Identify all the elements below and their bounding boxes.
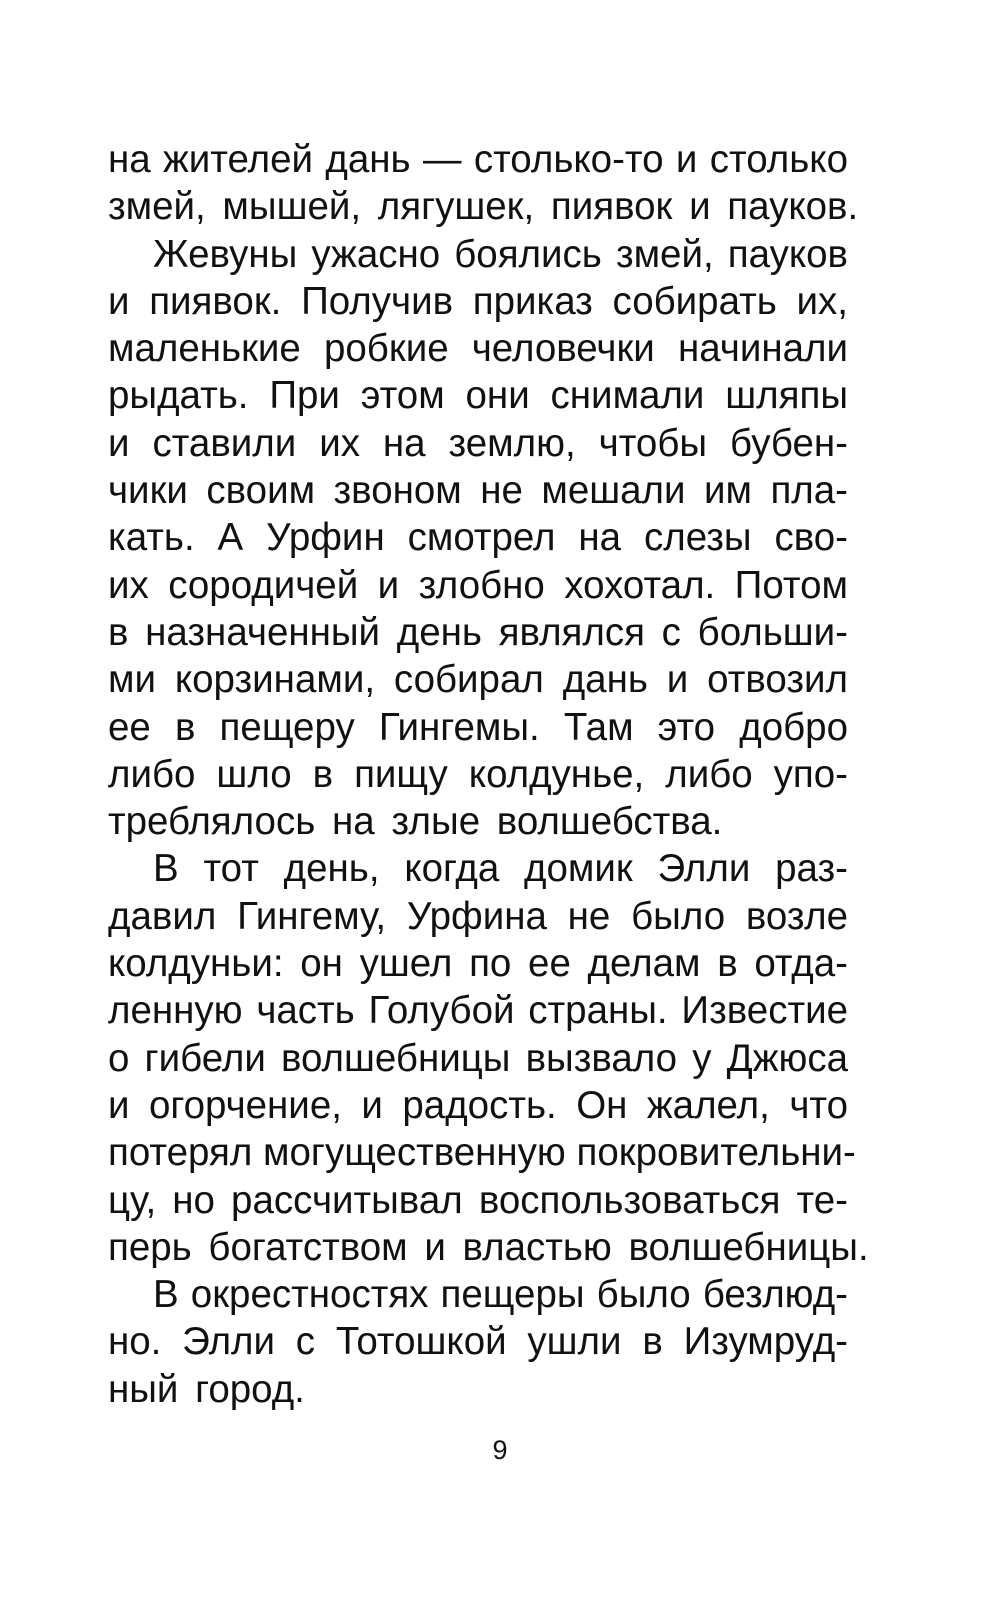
text-line: потерял могущественную покровительни-: [108, 1131, 856, 1175]
body-text: [108, 136, 869, 1413]
text-line: и огорчение, и радость. Он жалел, что: [108, 1083, 848, 1127]
text-line: и пиявок. Получив приказ собирать их,: [108, 279, 848, 323]
text-line: на жителей дань — столько-то и столько: [108, 138, 848, 181]
text-line: рыдать. При этом они снимали шляпы: [108, 374, 848, 418]
text-line: В окрестностях пещеры было безлюд-: [153, 1273, 848, 1317]
text-line: В тот день, когда домик Элли раз-: [153, 847, 848, 891]
text-line: ный город.: [108, 1367, 305, 1411]
text-line: их сородичей и злобно хохотал. Потом: [108, 563, 848, 607]
text-line: колдуньи: он ушел по ее делам в отда-: [108, 942, 848, 986]
text-line: о гибели волшебницы вызвало у Джюса: [108, 1036, 848, 1080]
text-line: либо шло в пищу колдунье, либо упо-: [108, 752, 848, 796]
text-line: маленькие робкие человечки начинали: [108, 327, 848, 371]
text-line: в назначенный день являлся с больши-: [108, 610, 848, 654]
text-line: перь богатством и властью волшебницы.: [108, 1225, 869, 1269]
text-line: треблялось на злые волшебства.: [108, 800, 723, 844]
text-line: чики своим звоном не мешали им пла-: [108, 469, 848, 513]
text-line: ми корзинами, собирал дань и отвозил: [108, 658, 848, 702]
text-line: но. Элли с Тотошкой ушли в Изумруд-: [108, 1320, 848, 1364]
text-line: ее в пещеру Гингемы. Там это добро: [108, 705, 848, 749]
text-line: ленную часть Голубой страны. Известие: [108, 989, 848, 1033]
text-line: давил Гингему, Урфина не было возле: [108, 894, 848, 938]
text-line: и ставили их на землю, чтобы бубен-: [108, 421, 848, 465]
text-line: цу, но рассчитывал воспользоваться те-: [108, 1178, 848, 1222]
page-number: 9: [492, 1435, 508, 1465]
text-line: кать. А Урфин смотрел на слезы сво-: [108, 516, 848, 560]
text-line: Жевуны ужасно боялись змей, пауков: [153, 232, 848, 276]
text-line: змей, мышей, лягушек, пиявок и пауков.: [108, 185, 859, 229]
